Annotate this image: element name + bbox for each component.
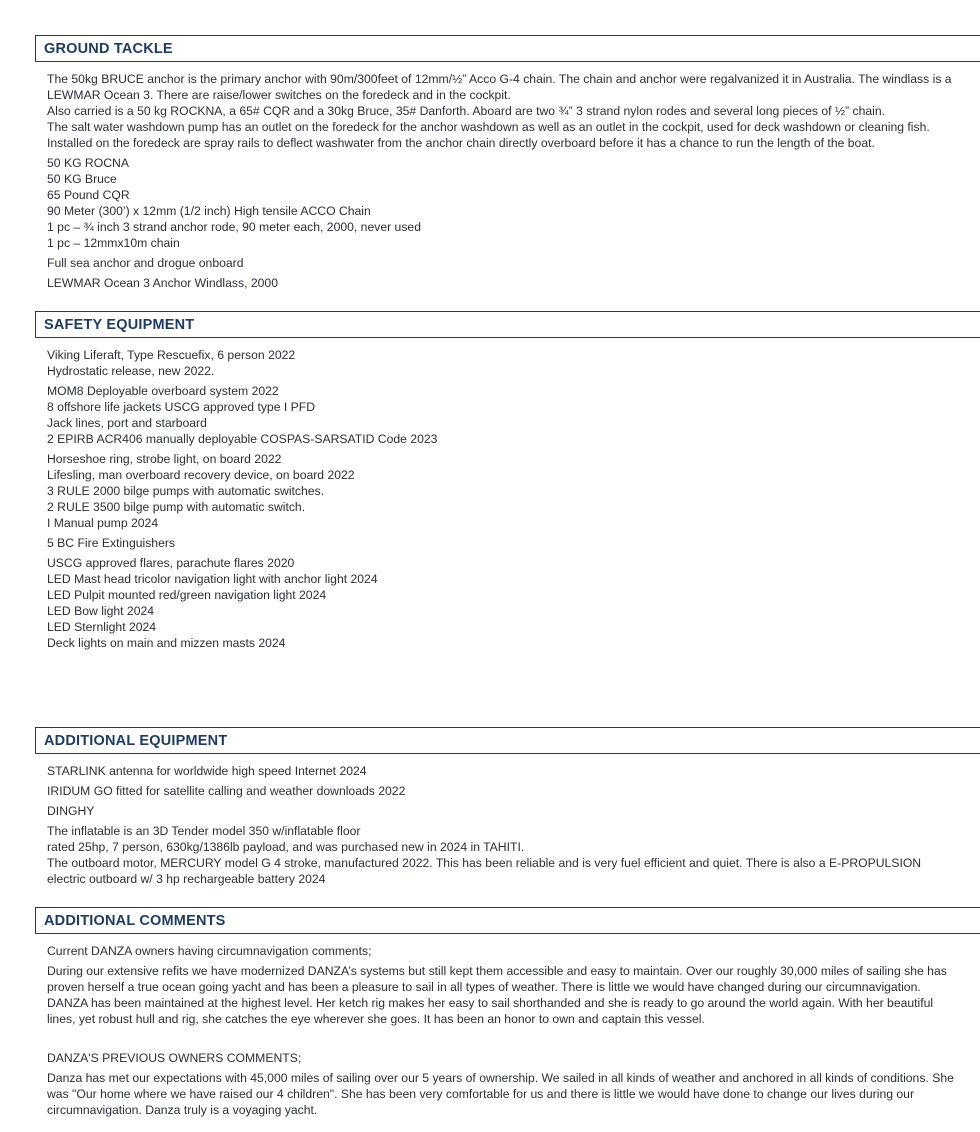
safety-group-6 — [47, 555, 962, 651]
previous-owners-heading: DANZA'S PREVIOUS OWNERS COMMENTS; — [47, 1051, 302, 1065]
starlink-text: STARLINK antenna for worldwide high speed Internet 2024 — [47, 764, 367, 778]
list-item: 50 KG Bruce — [47, 172, 117, 186]
list-item: 50 KG ROCNA — [47, 156, 129, 170]
list-item: 2 RULE 3500 bilge pump with automatic switch. — [47, 500, 306, 514]
safety-group-4 — [47, 451, 962, 531]
ground-tackle-section — [35, 35, 980, 291]
ground-tackle-para-4: Installed on the foredeck are spray rails to deflect washwater from the anchor chain directly overboard before it has a chance to run the length of the boat. — [47, 136, 875, 150]
list-item: 65 Pound CQR — [47, 188, 130, 202]
safety-equipment-heading: SAFETY EQUIPMENT — [35, 311, 980, 338]
safety-group-2 — [47, 363, 962, 379]
list-item: Jack lines, port and starboard — [47, 416, 207, 430]
list-item: 8 offshore life jackets USCG approved type I PFD — [47, 400, 316, 414]
list-item: I Manual pump 2024 — [47, 516, 159, 530]
additional-equipment-heading: ADDITIONAL EQUIPMENT — [35, 727, 980, 754]
list-item: 5 BC Fire Extinguishers — [47, 536, 176, 550]
comments-para-2: DANZA has been maintained at the highest level. Her ketch rig makes her easy to sail shorthanded and she is ready to go around the world again. With her beautiful lines, yet robust hull and rig, she catches the eye wherever she goes. It has been an honor to own and captain this vessel. — [47, 996, 934, 1026]
list-item: 1 pc – ¾ inch 3 strand anchor rode, 90 meter each, 2000, never used — [47, 220, 421, 234]
list-item: Viking Liferaft, Type Rescuefix, 6 person 2022 — [47, 348, 296, 362]
dinghy-heading: DINGHY — [47, 804, 95, 818]
list-item: Lifesling, man overboard recovery device, on board 2022 — [47, 468, 355, 482]
list-item: 90 Meter (300’) x 12mm (1/2 inch) High tensile ACCO Chain — [47, 204, 371, 218]
list-item: LED Mast head tricolor navigation light with anchor light 2024 — [47, 572, 378, 586]
ground-tackle-para-2: Also carried is a 50 kg ROCKNA, a 65# CQR and a 30kg Bruce, 35# Danforth. Aboard are two ¾” 3 strand nylon rodes and several long pieces of ½” chain. — [47, 104, 886, 118]
additional-comments-section — [35, 907, 980, 1118]
list-item: 2 EPIRB ACR406 manually deployable COSPAS-SARSATID Code 2023 — [47, 432, 438, 446]
ground-tackle-heading: GROUND TACKLE — [35, 35, 980, 62]
tender-text-1: The inflatable is an 3D Tender model 350 w/inflatable floor — [47, 824, 361, 838]
list-item: LED Bow light 2024 — [47, 604, 155, 618]
tender-text-2: rated 25hp, 7 person, 630kg/1386lb payload, and was purchased new in 2024 in TAHITI. — [47, 840, 525, 854]
list-item: USCG approved flares, parachute flares 2020 — [47, 556, 295, 570]
safety-group-1 — [47, 347, 962, 363]
list-item: Deck lights on main and mizzen masts 2024 — [47, 636, 286, 650]
safety-group-5 — [47, 535, 962, 551]
ground-tackle-para-3: The salt water washdown pump has an outlet on the foredeck for the anchor washdown as well as an outlet in the cockpit, used for deck washdown or cleaning fish. — [47, 120, 930, 134]
list-item: Horseshoe ring, strobe light, on board 2022 — [47, 452, 282, 466]
list-item: 1 pc – 12mmx10m chain — [47, 236, 180, 250]
windlass-text: LEWMAR Ocean 3 Anchor Windlass, 2000 — [47, 276, 278, 290]
comments-para-1: During our extensive refits we have modernized DANZA’s systems but still kept them accessible and easy to maintain. Over our roughly 30,000 miles of sailing she has proven herself a true ocean going yacht and has been a pleasure to sail in all types of weather. There is little we would have changed during our circumnavigation. — [47, 964, 947, 994]
ground-tackle-list — [47, 155, 962, 251]
safety-group-3 — [47, 383, 962, 447]
ground-tackle-para-1: The 50kg BRUCE anchor is the primary anchor with 90m/300feet of 12mm/½” Acco G-4 chain. The chain and anchor were regalvanized it in Australia. The windlass is a LEWMAR Ocean 3. There are raise/lower switches on the foredeck and in the cockpit. — [47, 72, 952, 102]
comments-intro: Current DANZA owners having circumnavigation comments; — [47, 944, 372, 958]
outboard-text: The outboard motor, MERCURY model G 4 stroke, manufactured 2022. This has been reliable and is very fuel efficient and quiet. There is also a E-PROPULSION electric outboard w/ 3 hp rechargeable battery 2024 — [47, 856, 922, 886]
list-item: 3 RULE 2000 bilge pumps with automatic switches. — [47, 484, 325, 498]
list-item: LED Pulpit mounted red/green navigation light 2024 — [47, 588, 327, 602]
list-item: MOM8 Deployable overboard system 2022 — [47, 384, 279, 398]
list-item: LED Sternlight 2024 — [47, 620, 157, 634]
safety-equipment-section — [35, 311, 980, 651]
additional-comments-heading: ADDITIONAL COMMENTS — [35, 907, 980, 934]
additional-equipment-section — [35, 727, 980, 887]
list-item: Hydrostatic release, new 2022. — [47, 364, 215, 378]
sea-anchor-text: Full sea anchor and drogue onboard — [47, 256, 244, 270]
iridium-text: IRIDUM GO fitted for satellite calling and weather downloads 2022 — [47, 784, 406, 798]
previous-owners-text: Danza has met our expectations with 45,000 miles of sailing over our 5 years of ownership. We sailed in all kinds of weather and anchored in all kinds of conditions. She was "Our home where we have raised our 4 children". She has been very comfortable for us and there is little we would have done to change our lives during our circumnavigation. Danza truly is a voyaging yacht. — [47, 1071, 954, 1117]
